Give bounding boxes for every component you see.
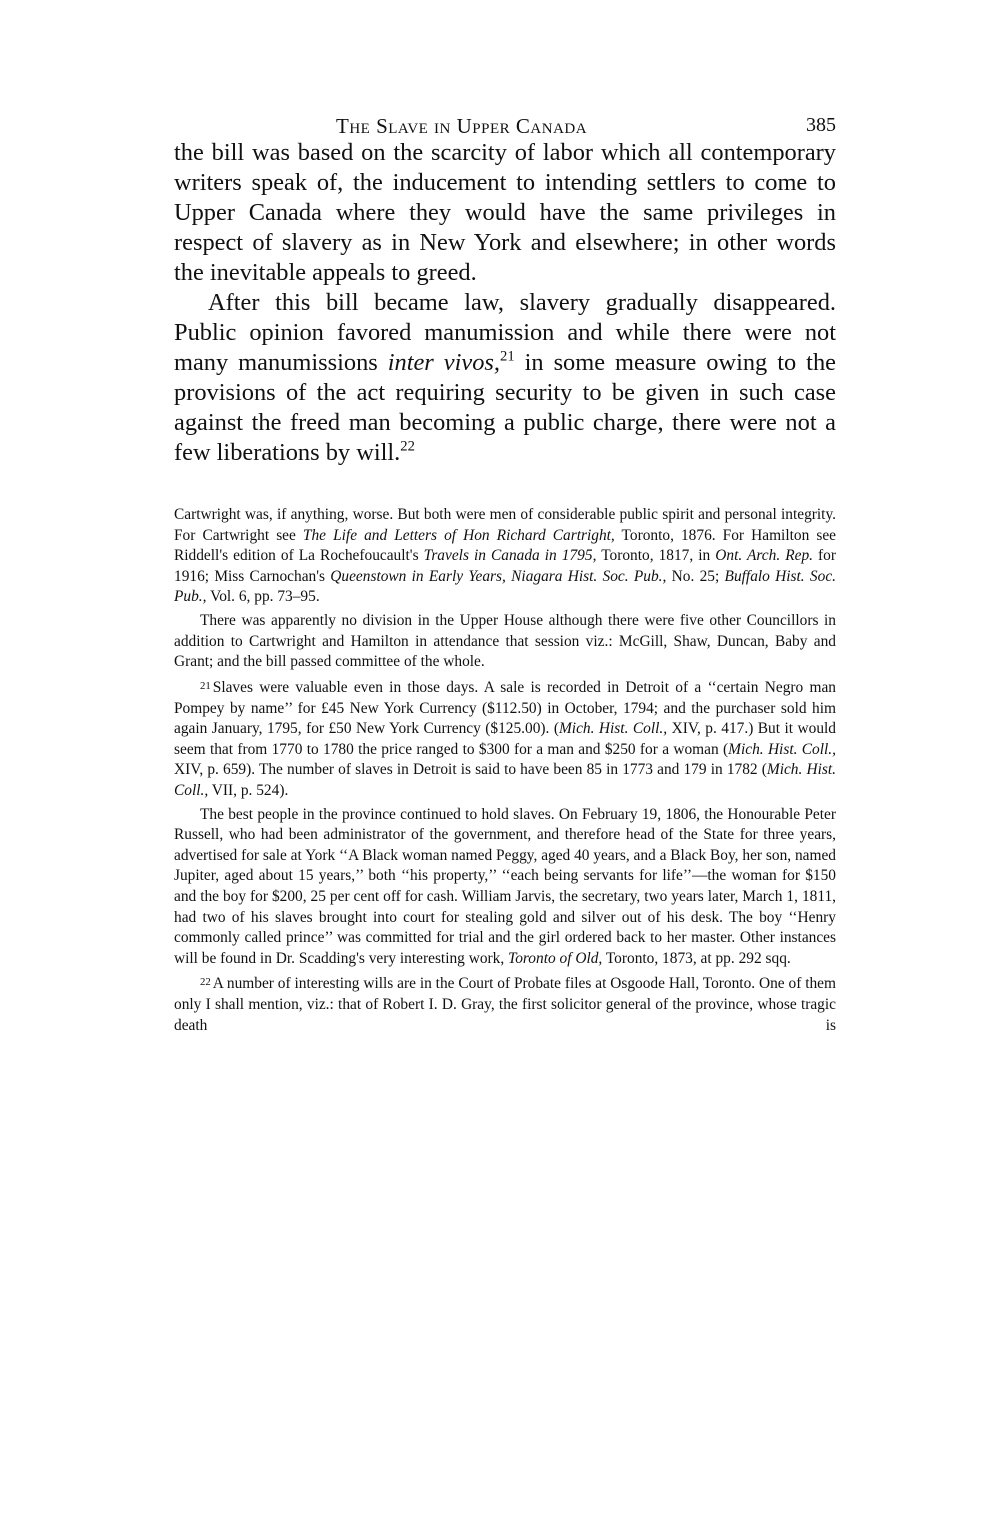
- citation-title: Mich. Hist. Coll.,: [728, 740, 836, 758]
- paragraph-continued: the bill was based on the scarcity of labor which all contemporary writers speak of, the inducement to intending settlers to come to Upper Canada where they would have the same privileges in respect of slavery as in New York and elsewhere; in other words the inevitable appeals to greed.: [174, 139, 836, 286]
- citation-title: Toronto of Old,: [508, 949, 603, 967]
- citation-title: Ont. Arch. Rep.: [715, 547, 813, 565]
- citation-title: Mich. Hist. Coll.,: [174, 761, 836, 799]
- running-head: [174, 114, 836, 140]
- text-run: After this bill became law, slavery gradually disappeared. Public opinion favored manumission and while there were not many manumissions: [174, 289, 836, 376]
- text-run: Toronto, 1876. For Hamilton see Riddell's edition of La Rochefoucault's: [174, 526, 836, 565]
- citation-title: Travels in Canada in 1795,: [423, 547, 597, 565]
- page-number: 385: [806, 114, 836, 136]
- text-run: A number of interesting wills are in the Court of Probate files at Osgoode Hall, Toronto. One of them only I shall mention, viz.: that of Robert I. D. Gray, the first solicitor general of the province, whose tragic death is: [174, 975, 836, 1034]
- text-run: VII, p. 524).: [208, 781, 289, 799]
- citation-title: Queenstown in Early Years, Niagara Hist. Soc. Pub.,: [330, 567, 667, 585]
- citation-title: Mich. Hist. Coll.,: [558, 720, 668, 738]
- paragraph-manumission: [174, 288, 836, 468]
- text-run: Vol. 6, pp. 73–95.: [206, 588, 320, 606]
- footnote-mark-21: 21: [200, 679, 211, 692]
- footnote-22: [174, 972, 836, 1036]
- footnote-best-people: [174, 805, 836, 970]
- text-run: Toronto, 1873, at pp. 292 sqq.: [602, 949, 791, 967]
- footnote-ref-22[interactable]: 22: [400, 438, 415, 455]
- text-run: Cartwright was, if anything, worse. But both were men of considerable public spirit and personal integrity. For Cartwright see: [174, 506, 836, 544]
- footnote-division: There was apparently no division in the Upper House although there were five other Councillors in addition to Cartwright and Hamilton in attendance that session viz.: McGill, Shaw, Duncan, Baby and Grant; and the bill passed committee of the whole.: [174, 611, 836, 671]
- text-run: Slaves were valuable even in those days. A sale is recorded in Detroit of a ‘‘certain Negro man Pompey by name’’ for £45 New York Currency ($112.50) in October, 1794; and the purchaser sold him again January, 1795, for £50 New York Currency ($125.00). (: [174, 678, 836, 738]
- text-run: No. 25;: [666, 567, 725, 585]
- footnotes: [174, 505, 836, 1039]
- citation-title: Buffalo Hist. Soc. Pub.,: [174, 567, 836, 606]
- citation-title: The Life and Letters of Hon Richard Cartright,: [302, 526, 615, 544]
- footnote-continued: [174, 505, 836, 608]
- text-run: XIV, p. 659). The number of slaves in Detroit is said to have been 85 in 1773 and 179 in 1782 (: [174, 761, 767, 779]
- footnote-ref-21[interactable]: 21: [500, 348, 515, 365]
- text-run: in some measure owing to the provisions of the act requiring security to be given in such case against the freed man becoming a public charge, there were not a few liberations by will.: [174, 349, 836, 466]
- text-run: The best people in the province continued to hold slaves. On February 19, 1806, the Honourable Peter Russell, who had been administrator of the government, and therefore head of the State for three years, advertised for sale at York ‘‘A Black woman named Peggy, aged 40 years, and a Black Boy, her son, named Jupiter, aged about 15 years,’’ both ‘‘his property,’’ ‘‘each being servants for life’’—the woman for $150 and the boy for $200, 25 per cent off for cash. William Jarvis, the secretary, two years later, March 1, 1811, had two of his slaves brought into court for stealing gold and silver out of his desk. The boy ‘‘Henry commonly called prince’’ was committed for trial and the girl ordered back to her master. Other instances will be found in Dr. Scadding's very interesting work,: [174, 805, 836, 967]
- main-text: [174, 138, 836, 468]
- text-run: XIV, p. 417.) But it would seem that from 1770 to 1780 the price ranged to $300 for a man and $250 for a woman (: [174, 720, 836, 758]
- running-title: The Slave in Upper Canada: [336, 114, 588, 138]
- footnote-21: [174, 676, 836, 802]
- text-run: for 1916; Miss Carnochan's: [174, 547, 836, 585]
- footnote-mark-22: 22: [200, 976, 211, 989]
- text-run: Toronto, 1817, in: [596, 547, 716, 565]
- italic-phrase: inter vivos,: [387, 349, 500, 376]
